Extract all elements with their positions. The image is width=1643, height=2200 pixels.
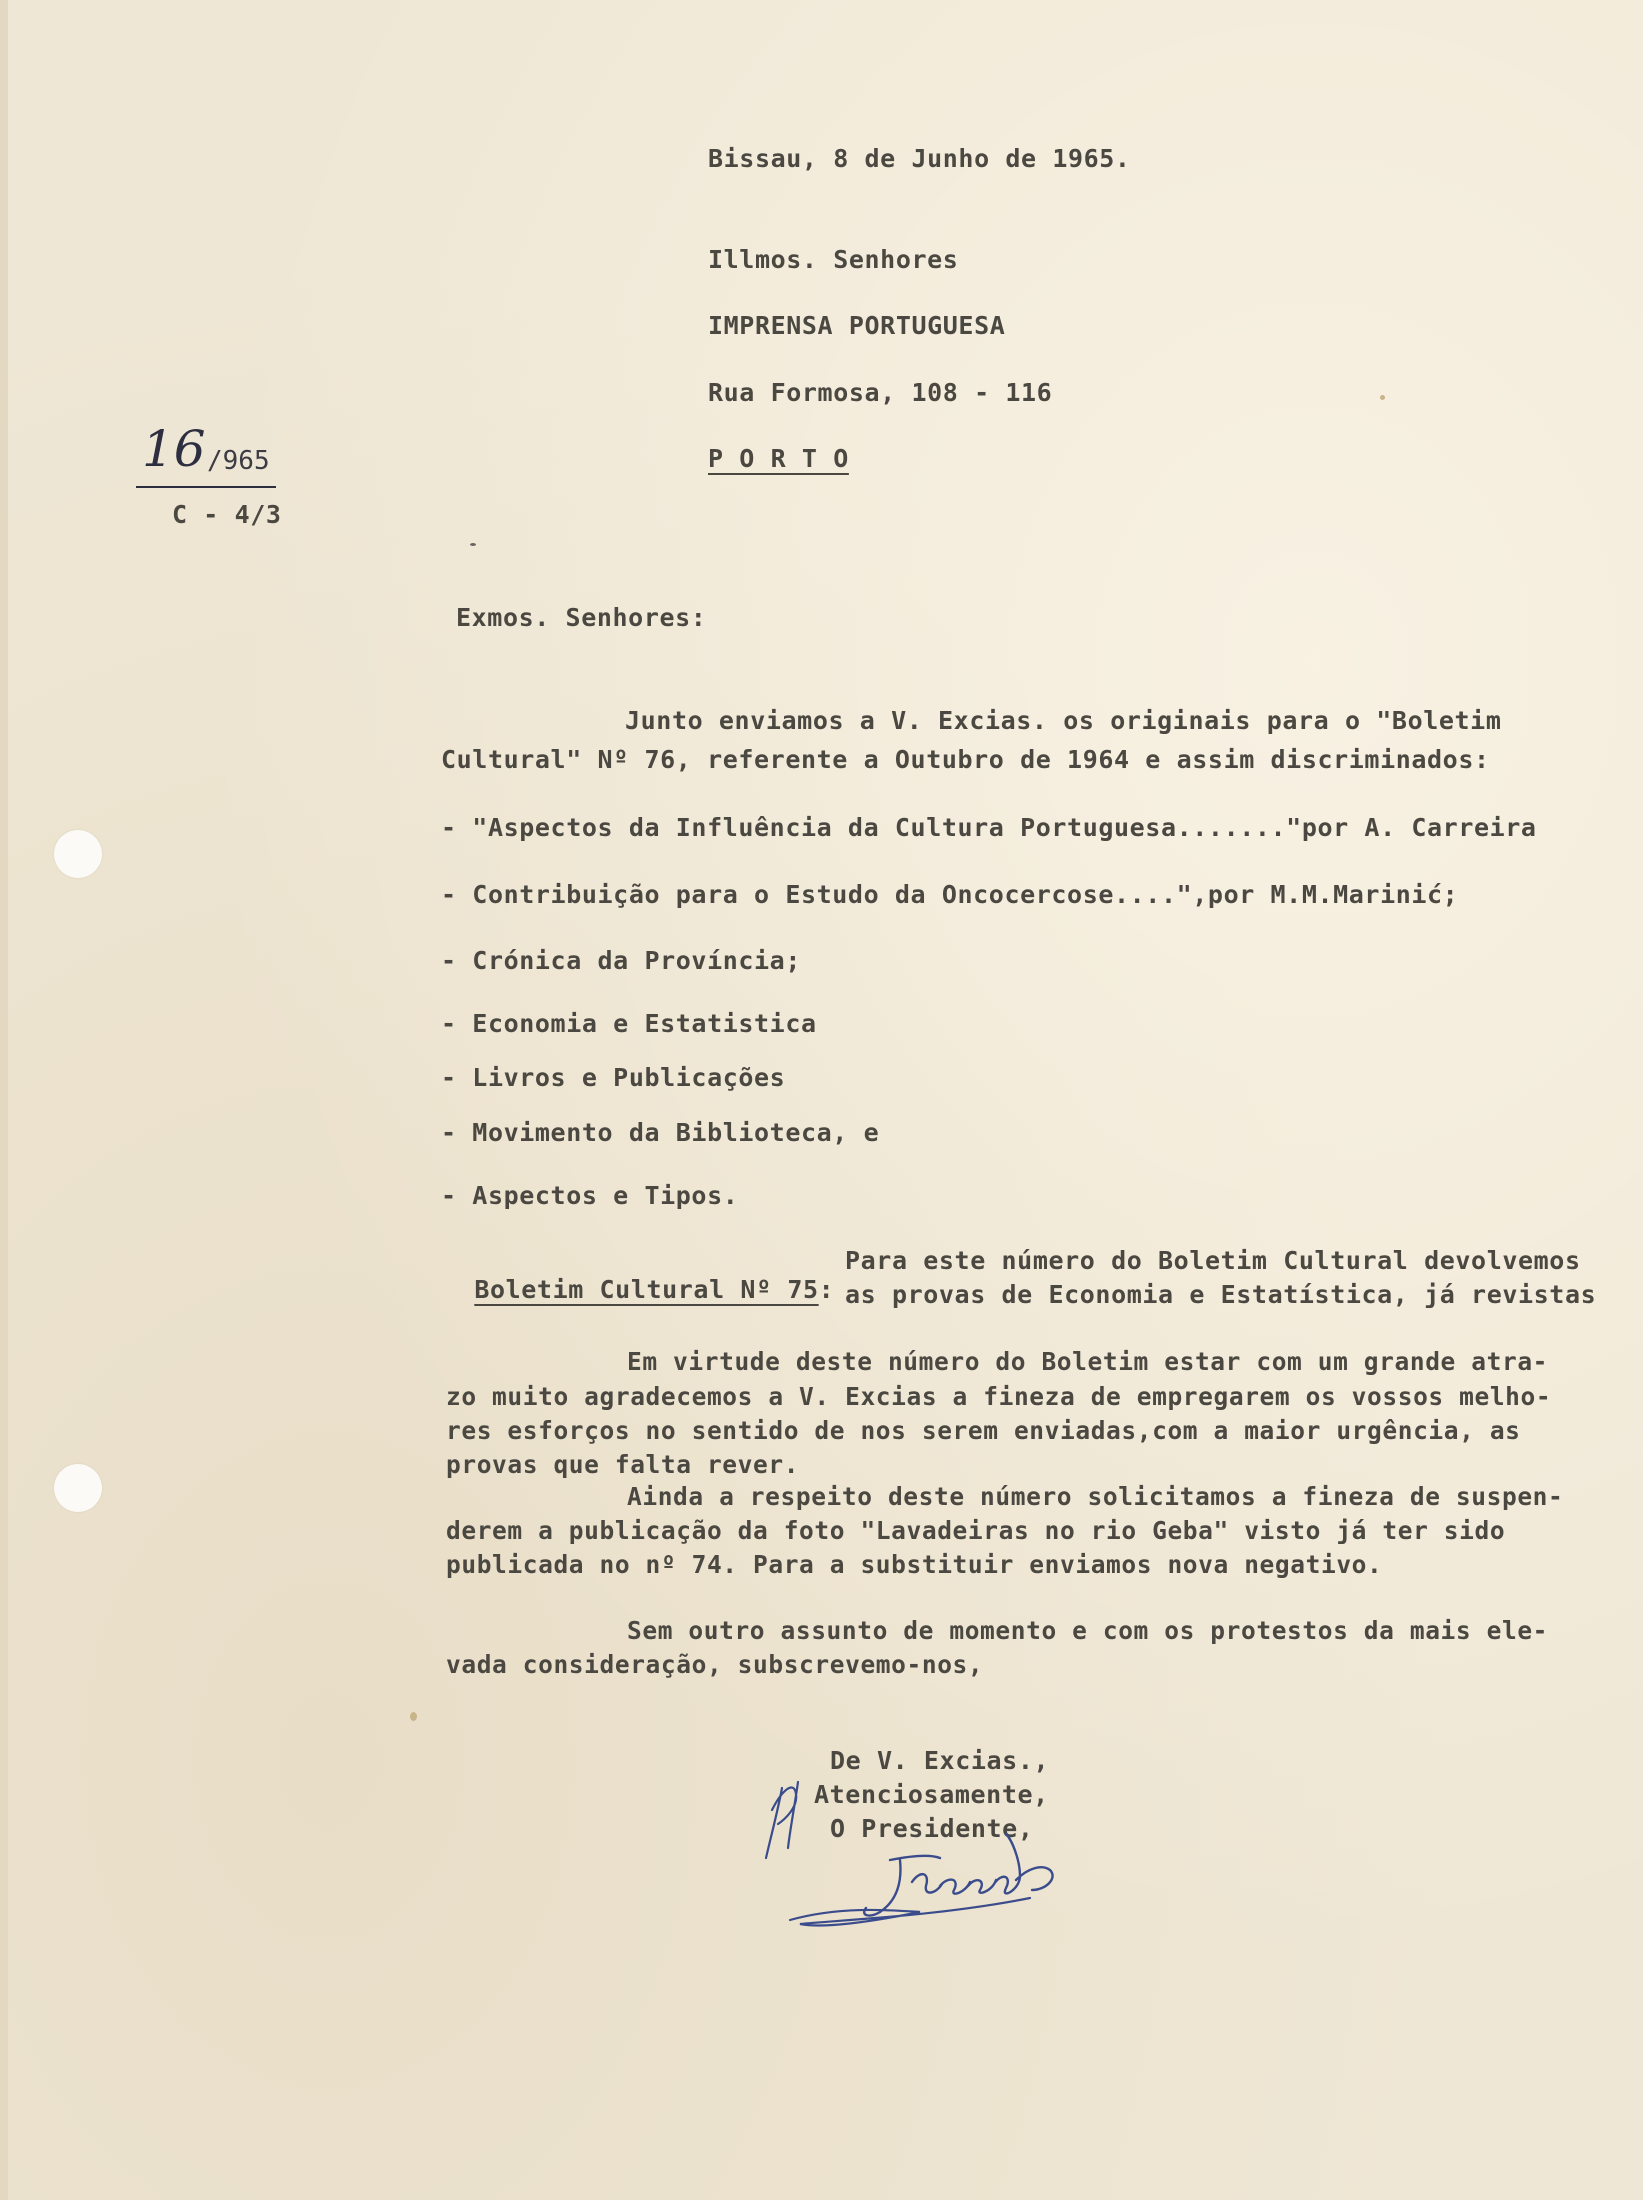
paragraph-2-line: publicada no nº 74. Para a substituir enviamos nova negativo.	[446, 1550, 1383, 1579]
paper-stain	[410, 1712, 417, 1721]
closing-line-2: Atenciosamente,	[814, 1780, 1049, 1809]
list-item: - "Aspectos da Influência da Cultura Portuguesa......."por A. Carreira	[441, 813, 1537, 842]
handwritten-reference-number: 16	[142, 420, 206, 478]
recipient-city: P O R T O	[708, 444, 849, 473]
list-item: - Crónica da Província;	[441, 946, 801, 975]
paper-stain	[1380, 395, 1385, 400]
recipient-street: Rua Formosa, 108 - 116	[708, 378, 1053, 407]
punch-hole-top	[54, 830, 102, 878]
closing-line-3: O Presidente,	[830, 1814, 1034, 1843]
list-item: - Livros e Publicações	[441, 1063, 786, 1092]
reference-underline	[136, 486, 276, 488]
recipient-salutation: Illmos. Senhores	[708, 245, 959, 274]
paragraph-2-line: Ainda a respeito deste número solicitamos a fineza de suspen-	[627, 1482, 1564, 1511]
date-line: Bissau, 8 de Junho de 1965.	[708, 144, 1131, 173]
boletim-75-line-1: Para este número do Boletim Cultural devolvemos	[845, 1246, 1581, 1275]
boletim-75-label: Boletim Cultural Nº 75	[474, 1275, 819, 1304]
reference-year: /965	[207, 446, 270, 476]
list-item: - Aspectos e Tipos.	[441, 1181, 739, 1210]
typewriter-mark	[470, 543, 476, 546]
paragraph-1-line: Em virtude deste número do Boletim estar com um grande atra-	[627, 1347, 1549, 1376]
boletim-75-colon: :	[818, 1275, 835, 1304]
paragraph-3-line: vada consideração, subscrevemo-nos,	[446, 1650, 984, 1679]
closing-line-1: De V. Excias.,	[830, 1746, 1050, 1775]
intro-line-2: Cultural" Nº 76, referente a Outubro de 1964 e assim discriminados:	[441, 745, 1490, 774]
greeting: Exmos. Senhores:	[456, 603, 707, 632]
list-item: - Contribuição para o Estudo da Oncocercose....",por M.M.Marinić;	[441, 880, 1459, 909]
boletim-75-heading	[443, 1246, 834, 1304]
paragraph-1-line: res esforços no sentido de nos serem enviadas,com a maior urgência, as	[446, 1416, 1521, 1445]
paragraph-1-line: zo muito agradecemos a V. Excias a fineza de empregarem os vossos melho-	[446, 1382, 1552, 1411]
president-signature	[780, 1820, 1110, 1940]
paragraph-2-line: derem a publicação da foto "Lavadeiras no rio Geba" visto já ter sido	[446, 1516, 1506, 1545]
paragraph-1-line: provas que falta rever.	[446, 1450, 800, 1479]
list-item: - Economia e Estatistica	[441, 1009, 817, 1038]
paper-edge	[0, 0, 8, 2200]
boletim-75-line-2: as provas de Economia e Estatística, já revistas	[845, 1280, 1597, 1309]
paragraph-3-line: Sem outro assunto de momento e com os protestos da mais ele-	[627, 1616, 1549, 1645]
punch-hole-bottom	[54, 1464, 102, 1512]
list-item: - Movimento da Biblioteca, e	[441, 1118, 880, 1147]
reference-code: C - 4/3	[172, 500, 282, 529]
recipient-name: IMPRENSA PORTUGUESA	[708, 311, 1006, 340]
intro-line-1: Junto enviamos a V. Excias. os originais para o "Boletim	[625, 706, 1502, 735]
